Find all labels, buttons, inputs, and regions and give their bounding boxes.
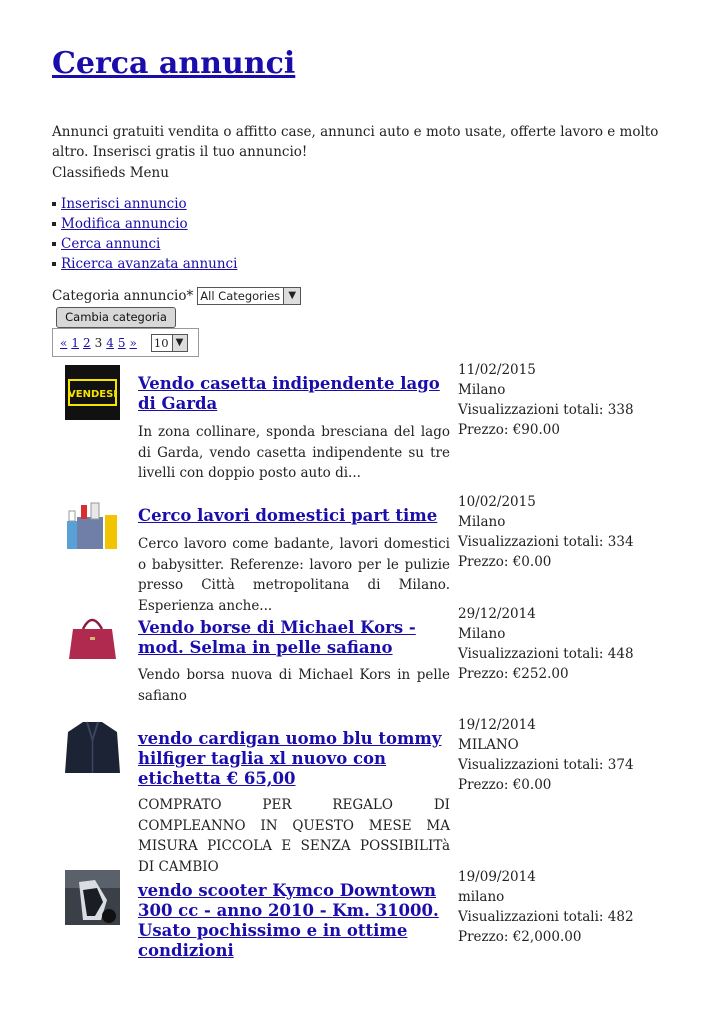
dropdown-arrow-icon: ▼	[172, 335, 187, 351]
listing-thumbnail-scooter[interactable]	[65, 870, 120, 925]
listing-date: 19/12/2014	[458, 717, 536, 733]
listing-price: Prezzo: €0.00	[458, 777, 552, 793]
listing-city: Milano	[458, 514, 506, 530]
menu-link-modifica[interactable]: Modifica annuncio	[61, 216, 188, 232]
listing-price: Prezzo: €90.00	[458, 422, 560, 438]
listing-city: Milano	[458, 382, 506, 398]
listing-title	[138, 506, 450, 526]
listing-thumbnail-handbag[interactable]	[65, 607, 120, 662]
listing-price: Prezzo: €252.00	[458, 666, 569, 682]
listing-date: 19/09/2014	[458, 869, 536, 885]
page-link-5[interactable]: 5	[117, 335, 126, 350]
listing-price: Prezzo: €0.00	[458, 554, 552, 570]
listing-city: Milano	[458, 626, 506, 642]
listing-date: 11/02/2015	[458, 362, 536, 378]
listing-date: 10/02/2015	[458, 494, 536, 510]
listing-title-link[interactable]: Vendo casetta indipendente lago di Garda	[138, 374, 440, 413]
category-select[interactable]	[197, 287, 301, 305]
listing-views: Visualizzazioni totali: 482	[458, 909, 634, 925]
listing-date: 29/12/2014	[458, 606, 536, 622]
menu-link-cerca[interactable]: Cerca annunci	[61, 236, 161, 252]
page-title-link[interactable]: Cerca annunci	[52, 46, 296, 81]
listing-meta	[458, 867, 688, 947]
prev-page-link[interactable]: «	[60, 335, 68, 350]
listing-thumbnail-vendesi[interactable]	[65, 365, 120, 420]
listing-meta	[458, 492, 688, 572]
listing-views: Visualizzazioni totali: 448	[458, 646, 634, 662]
listing-views: Visualizzazioni totali: 334	[458, 534, 634, 550]
listing-description: Cerco lavoro come badante, lavori domestici o babysitter. Referenze: lavoro per le pulizie presso Città metropolitana di Milano. Esperienza anche...	[138, 536, 450, 614]
listing-price: Prezzo: €2,000.00	[458, 929, 582, 945]
listing-views: Visualizzazioni totali: 338	[458, 402, 634, 418]
listing-title-link[interactable]: Vendo borse di Michael Kors - mod. Selma in pelle safiano	[138, 618, 416, 657]
dropdown-arrow-icon: ▼	[283, 288, 300, 304]
listing-title-link[interactable]: Cerco lavori domestici part time	[138, 506, 438, 525]
listing-title-link[interactable]: vendo cardigan uomo blu tommy hilfiger taglia xl nuovo con etichetta € 65,00	[138, 729, 442, 788]
listing-thumbnail-cardigan[interactable]	[65, 718, 120, 773]
listing-thumbnail-cleaning[interactable]	[65, 497, 120, 552]
listing-description: Vendo borsa nuova di Michael Kors in pelle safiano	[138, 667, 450, 704]
listing-city: MILANO	[458, 737, 519, 753]
page-link-1[interactable]: 1	[71, 335, 79, 350]
intro-text: Annunci gratuiti vendita o affitto case, annunci auto e moto usate, offerte lavoro e molto altro. Inserisci gratis il tuo annuncio!	[52, 124, 659, 160]
menu-item-inserisci	[52, 194, 237, 214]
page-links	[60, 336, 137, 350]
per-page-select[interactable]	[151, 334, 188, 352]
listing-meta	[458, 360, 688, 440]
listing-title	[138, 729, 450, 789]
listing-meta	[458, 604, 688, 684]
page-link-4[interactable]: 4	[106, 335, 114, 350]
bullet-icon	[52, 242, 56, 246]
listing-title	[138, 374, 450, 414]
bullet-icon	[52, 222, 56, 226]
menu-title: Classifieds Menu	[52, 165, 169, 181]
menu-item-ricerca-avanzata	[52, 254, 237, 274]
listing-title-link[interactable]: vendo scooter Kymco Downtown 300 cc - anno 2010 - Km. 31000. Usato pochissimo e in ottime condizioni	[138, 881, 439, 960]
next-page-link[interactable]: »	[129, 335, 137, 350]
pagination	[52, 328, 199, 357]
change-category-button[interactable]: Cambia categoria	[56, 307, 176, 328]
listing-description: COMPRATO PER REGALO DI COMPLEANNO IN QUESTO MESE MA MISURA PICCOLA E SENZA POSSIBILITà DI CAMBIO	[138, 797, 450, 875]
page-link-2[interactable]: 2	[82, 335, 91, 350]
listing-views: Visualizzazioni totali: 374	[458, 757, 634, 773]
category-select-value: All Categories	[200, 289, 281, 303]
category-filter	[52, 286, 301, 306]
menu-link-ricerca-avanzata[interactable]: Ricerca avanzata annunci	[61, 256, 238, 272]
per-page-value: 10	[153, 335, 169, 350]
svg-text:VENDESI: VENDESI	[68, 389, 117, 400]
category-label: Categoria annuncio*	[52, 288, 194, 304]
bullet-icon	[52, 202, 56, 206]
current-page: 3	[94, 335, 103, 350]
bullet-icon	[52, 262, 56, 266]
classifieds-menu	[52, 194, 237, 274]
page-title	[52, 44, 295, 84]
listing-title	[138, 881, 450, 961]
listing-title	[138, 618, 450, 658]
listing-description: In zona collinare, sponda bresciana del lago di Garda, vendo casetta indipendente su tre livelli con doppio posto auto di...	[138, 424, 450, 481]
listing-city: milano	[458, 889, 505, 905]
menu-item-cerca	[52, 234, 237, 254]
menu-item-modifica	[52, 214, 237, 234]
listing-meta	[458, 715, 688, 795]
menu-link-inserisci[interactable]: Inserisci annuncio	[61, 196, 187, 212]
